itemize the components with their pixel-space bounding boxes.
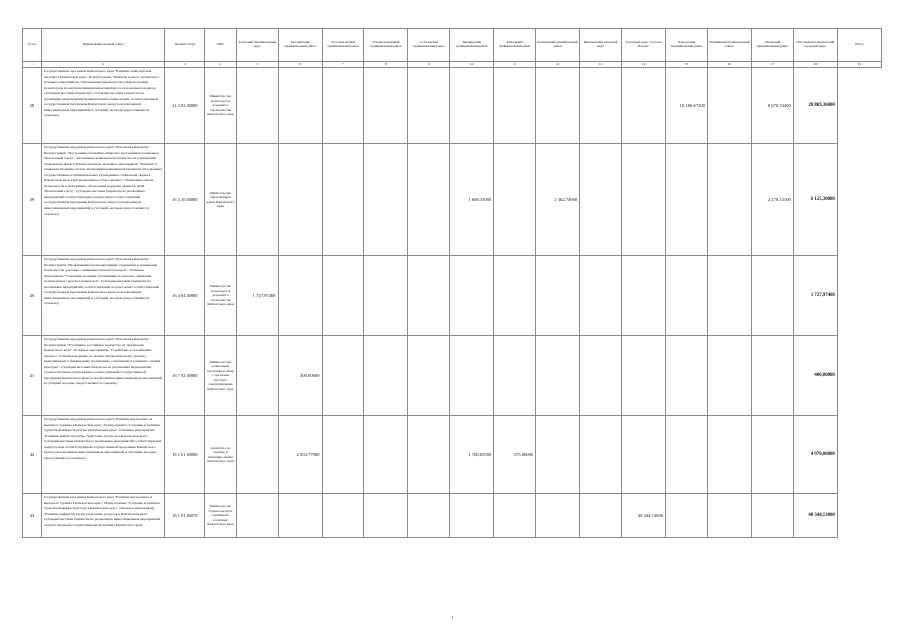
row-value xyxy=(536,416,580,494)
header-cell: Мильковский муниципальный район xyxy=(450,29,494,62)
column-number: 4 xyxy=(205,62,236,68)
row-value xyxy=(494,256,536,336)
row-value: 10 186,67200 xyxy=(666,68,708,144)
column-number: 9 xyxy=(408,62,450,68)
row-value: 1 727,97468 xyxy=(236,256,278,336)
table-row xyxy=(23,256,882,336)
row-value xyxy=(751,494,793,538)
row-value: 2 362,74900 xyxy=(536,144,580,256)
row-value xyxy=(622,256,666,336)
column-number: 5 xyxy=(236,62,278,68)
row-value xyxy=(580,494,622,538)
row-value xyxy=(707,336,751,416)
row-target-code: 16 7 02 40080 xyxy=(165,336,205,416)
row-value xyxy=(408,416,450,494)
row-value xyxy=(580,256,622,336)
budget-table-sheet xyxy=(22,28,882,538)
row-value xyxy=(666,256,708,336)
row-total: 4 970,00000 xyxy=(793,416,837,494)
row-total: 400,00000 xyxy=(793,336,837,416)
row-value xyxy=(322,256,364,336)
header-cell: Соболевский муниципальный район xyxy=(408,29,450,62)
header-cell: Итого xyxy=(837,29,881,62)
header-cell: Карагинский муниципальный район xyxy=(536,29,580,62)
column-number: 7 xyxy=(322,62,364,68)
column-number: 13 xyxy=(580,62,622,68)
row-value xyxy=(494,144,536,256)
header-cell: Пенжинский муниципальный район xyxy=(707,29,751,62)
row-value xyxy=(450,336,494,416)
row-target-code: 16 3 10 40080 xyxy=(165,144,205,256)
header-cell: Олюторский муниципальный район xyxy=(666,29,708,62)
row-value: 1 668,33000 xyxy=(450,144,494,256)
header-cell: Тигильский муниципальный район xyxy=(751,29,793,62)
row-value xyxy=(278,256,322,336)
row-number: 39 xyxy=(23,144,42,256)
header-cell: № п/п xyxy=(23,29,42,62)
row-grbs: Министерство транспорта и дорожного строительства Камчатского края xyxy=(205,68,236,144)
row-value xyxy=(236,144,278,256)
row-value xyxy=(278,68,322,144)
row-value xyxy=(707,416,751,494)
header-row xyxy=(23,29,882,62)
row-value xyxy=(322,144,364,256)
row-value: 1 760,65500 xyxy=(450,416,494,494)
row-grbs: Министерство образования и науки Камчатского края xyxy=(205,144,236,256)
row-value xyxy=(707,68,751,144)
column-number: 12 xyxy=(536,62,580,68)
column-number: 8 xyxy=(364,62,408,68)
row-target-code: 18 1 01 40080 xyxy=(165,416,205,494)
column-number: 16 xyxy=(707,62,751,68)
row-value xyxy=(666,336,708,416)
row-value xyxy=(408,68,450,144)
row-target-code: 16 4 04 40080 xyxy=(165,256,205,336)
table-row xyxy=(23,144,882,256)
row-value xyxy=(236,68,278,144)
row-value xyxy=(536,494,580,538)
row-value xyxy=(236,416,278,494)
column-number: 19 xyxy=(837,62,881,68)
row-value xyxy=(408,256,450,336)
column-number: 10 xyxy=(450,62,494,68)
row-value xyxy=(322,68,364,144)
row-value xyxy=(322,416,364,494)
row-total: 1 727,97468 xyxy=(793,256,837,336)
row-number: 38 xyxy=(23,68,42,144)
header-cell: ГРБС xyxy=(205,29,236,62)
row-value xyxy=(364,68,408,144)
table-body xyxy=(23,68,882,538)
row-total: 40 344,13000 xyxy=(793,494,837,538)
budget-table xyxy=(22,28,882,538)
row-value xyxy=(707,494,751,538)
row-value xyxy=(322,336,364,416)
row-value xyxy=(622,416,666,494)
row-value xyxy=(580,68,622,144)
row-value: 2 833,77900 xyxy=(278,416,322,494)
header-cell: Целевая статья xyxy=(165,29,205,62)
column-number: 18 xyxy=(793,62,837,68)
row-value xyxy=(364,416,408,494)
row-value xyxy=(622,336,666,416)
row-value xyxy=(450,68,494,144)
row-value xyxy=(751,256,793,336)
row-value xyxy=(580,144,622,256)
column-number: 17 xyxy=(751,62,793,68)
row-number: 41 xyxy=(23,336,42,416)
header-cell: Алеутский муниципальный округ xyxy=(236,29,278,62)
row-value xyxy=(408,336,450,416)
row-value xyxy=(364,494,408,538)
table-row xyxy=(23,336,882,416)
row-value xyxy=(622,68,666,144)
row-number: 40 xyxy=(23,256,42,336)
row-value: 375,60000 xyxy=(494,416,536,494)
table-row xyxy=(23,416,882,494)
row-value: 40 344,13000 xyxy=(622,494,666,538)
row-value xyxy=(494,336,536,416)
row-number: 43 xyxy=(23,494,42,538)
row-value xyxy=(707,256,751,336)
row-value xyxy=(666,494,708,538)
row-description: Государственная программа Камчатского края "Безопасная Камчатка". Подпрограмма "Построение и развитие аппаратно-программного комплекса "Безопасный город", обеспечение комплексной безопасности учреждений социальной сферы в Камчатском крае. Основное мероприятие "Развитие и совершенствование систем обеспечения комплексной безопасности в краевых государственных и муниципальных учреждениях социальной сферы в Камчатском крае. Централизованное сбора данных с объектовых систем безопасности в интеграцию, обеспечение передачи данных в АПК "Безопасный город". Субсидии местным бюджетам на реализацию мероприятий соответствующих подпрограмм соответствующей государственной программы Камчатского края (за исключением инвестиционных мероприятий и субсидий, которые предоставляются отдельно) xyxy=(41,144,165,256)
row-value xyxy=(494,68,536,144)
row-grbs: Агентство по туризму и внешним связям Камчатского края xyxy=(205,416,236,494)
row-value xyxy=(751,336,793,416)
row-value xyxy=(666,144,708,256)
header-cell: Елизовский муниципальный район xyxy=(494,29,536,62)
row-description: Государственная программа Камчатского края "Безопасная Камчатка". Подпрограмма "Профилактика правонарушений, терроризма и повышение безопасности дорожного движения в Камчатском крае". Основное мероприятие "Совершенствование организации безопасного движения транспортных средств и пешеходов". Субсидии местным бюджетам на реализацию мероприятий соответствующих подпрограмм соответствующей государственной программы Камчатского края (за исключением инвестиционных мероприятий и субсидий, которые предоставляются отдельно) xyxy=(41,256,165,336)
row-value xyxy=(622,144,666,256)
row-value xyxy=(408,144,450,256)
header-cell: Усть-Большерецкий муниципальный район xyxy=(364,29,408,62)
column-number: 1 xyxy=(23,62,42,68)
header-cell: Городской округ "поселок Палана" xyxy=(622,29,666,62)
column-number: 15 xyxy=(666,62,708,68)
row-description: Государственная программа Камчатского края "Безопасная Камчатка". Подпрограмма "Устойчивое российское казачество на территории Камчатского края". Основное мероприятие "Содействие в организации работы с сетевой молодежью, ее военно-патриотическому, духовно-нравственному и физическому воспитанию, сохранению и развитию сетевой культуры". Субсидии местным бюджетам на реализацию мероприятий соответствующих подпрограмм соответствующей государственной программы Камчатского края (за исключением инвестиционных мероприятий и субсидий, которые предоставляются отдельно) xyxy=(41,336,165,416)
row-total: 28 869,36000 xyxy=(793,68,837,144)
row-description: Государственная программа Камчатского края "Развитие внутреннего и въездного туризма в Камчатском крае". Подпрограмма "Создание и развитие туристской инфраструктуры в Камчатском крае". Основное мероприятие "Развитие инфраструктуры туристских ресурсов в Камчатском крае". Субсидии местным бюджетам на реализацию мероприятий соответствующих подпрограмм соответствующей государственной программы Камчатского края (за исключением инвестиционных мероприятий и субсидий, которые предоставляются отдельно) xyxy=(41,416,165,494)
row-number: 42 xyxy=(23,416,42,494)
row-value xyxy=(408,494,450,538)
row-grbs: Министерство транспорта и дорожного строительства Камчатского края xyxy=(205,256,236,336)
header-cell: Петропавловск-Камчатский городской округ xyxy=(793,29,837,62)
header-cell: Наименование целевой статьи xyxy=(41,29,165,62)
row-value xyxy=(666,416,708,494)
page-number: 1 xyxy=(451,615,454,620)
row-value xyxy=(580,416,622,494)
row-grbs: Министерство социальных программ и связи с органами местного самоуправления Камчатского края xyxy=(205,336,236,416)
row-value: 400,00000 xyxy=(278,336,322,416)
table-row xyxy=(23,68,882,144)
header-cell: Быстринский муниципальный район xyxy=(278,29,322,62)
row-value xyxy=(236,494,278,538)
column-number: 11 xyxy=(494,62,536,68)
row-value xyxy=(494,494,536,538)
row-grbs: Министерство строительства и жилищной политики Камчатского края xyxy=(205,494,236,538)
row-value xyxy=(450,494,494,538)
row-value xyxy=(536,336,580,416)
column-number: 2 xyxy=(41,62,165,68)
row-value xyxy=(751,416,793,494)
row-target-code: 21 2 02 40080 xyxy=(165,68,205,144)
row-value xyxy=(536,68,580,144)
column-number: 3 xyxy=(165,62,205,68)
row-value xyxy=(322,494,364,538)
row-value xyxy=(278,144,322,256)
row-value xyxy=(536,256,580,336)
row-description: Государственная программа Камчатского края "Развитие транспортной системы в Камчатском крае". Подпрограмма "Развитие водного транспорта". Основное мероприятие "Организация перевозок пассажиров водным транспортом на внутримуниципальных маршрутах на начальном периоде субсидиям местным бюджетам". Субсидии местным бюджетам на реализацию мероприятий муниципальных подпрограмм, соответствующей государственной программы Камчатского края (за исключением инвестиционных мероприятий и субсидий, которые предоставляются отдельно) xyxy=(41,68,165,144)
row-value xyxy=(707,144,751,256)
row-value xyxy=(364,336,408,416)
header-cell: Вилючинский городской округ xyxy=(580,29,622,62)
column-number: 14 xyxy=(622,62,666,68)
row-description: Государственная программа Камчатского края "Развитие внутреннего и въездного туризма в Камчатском крае". Подпрограмма "Создание и развитие туристской инфраструктуры в Камчатском крае". Основное мероприятие "Развитие инфраструктуры туристских ресурсов в Камчатском крае". Субсидии местным бюджетам на реализацию инвестиционных мероприятий соответствующей государственной программы Камчатского края xyxy=(41,494,165,538)
row-value: 2 270,13100 xyxy=(751,144,793,256)
row-value xyxy=(236,336,278,416)
row-target-code: 18 1 01 40070 xyxy=(165,494,205,538)
table-row xyxy=(23,494,882,538)
column-number: 6 xyxy=(278,62,322,68)
row-value xyxy=(450,256,494,336)
row-value xyxy=(364,256,408,336)
row-value xyxy=(580,336,622,416)
row-value: 8 670,53400 xyxy=(751,68,793,144)
row-total: 6 125,30000 xyxy=(793,144,837,256)
header-cell: Усть-Камчатский муниципальный район xyxy=(322,29,364,62)
row-value xyxy=(278,494,322,538)
row-value xyxy=(364,144,408,256)
